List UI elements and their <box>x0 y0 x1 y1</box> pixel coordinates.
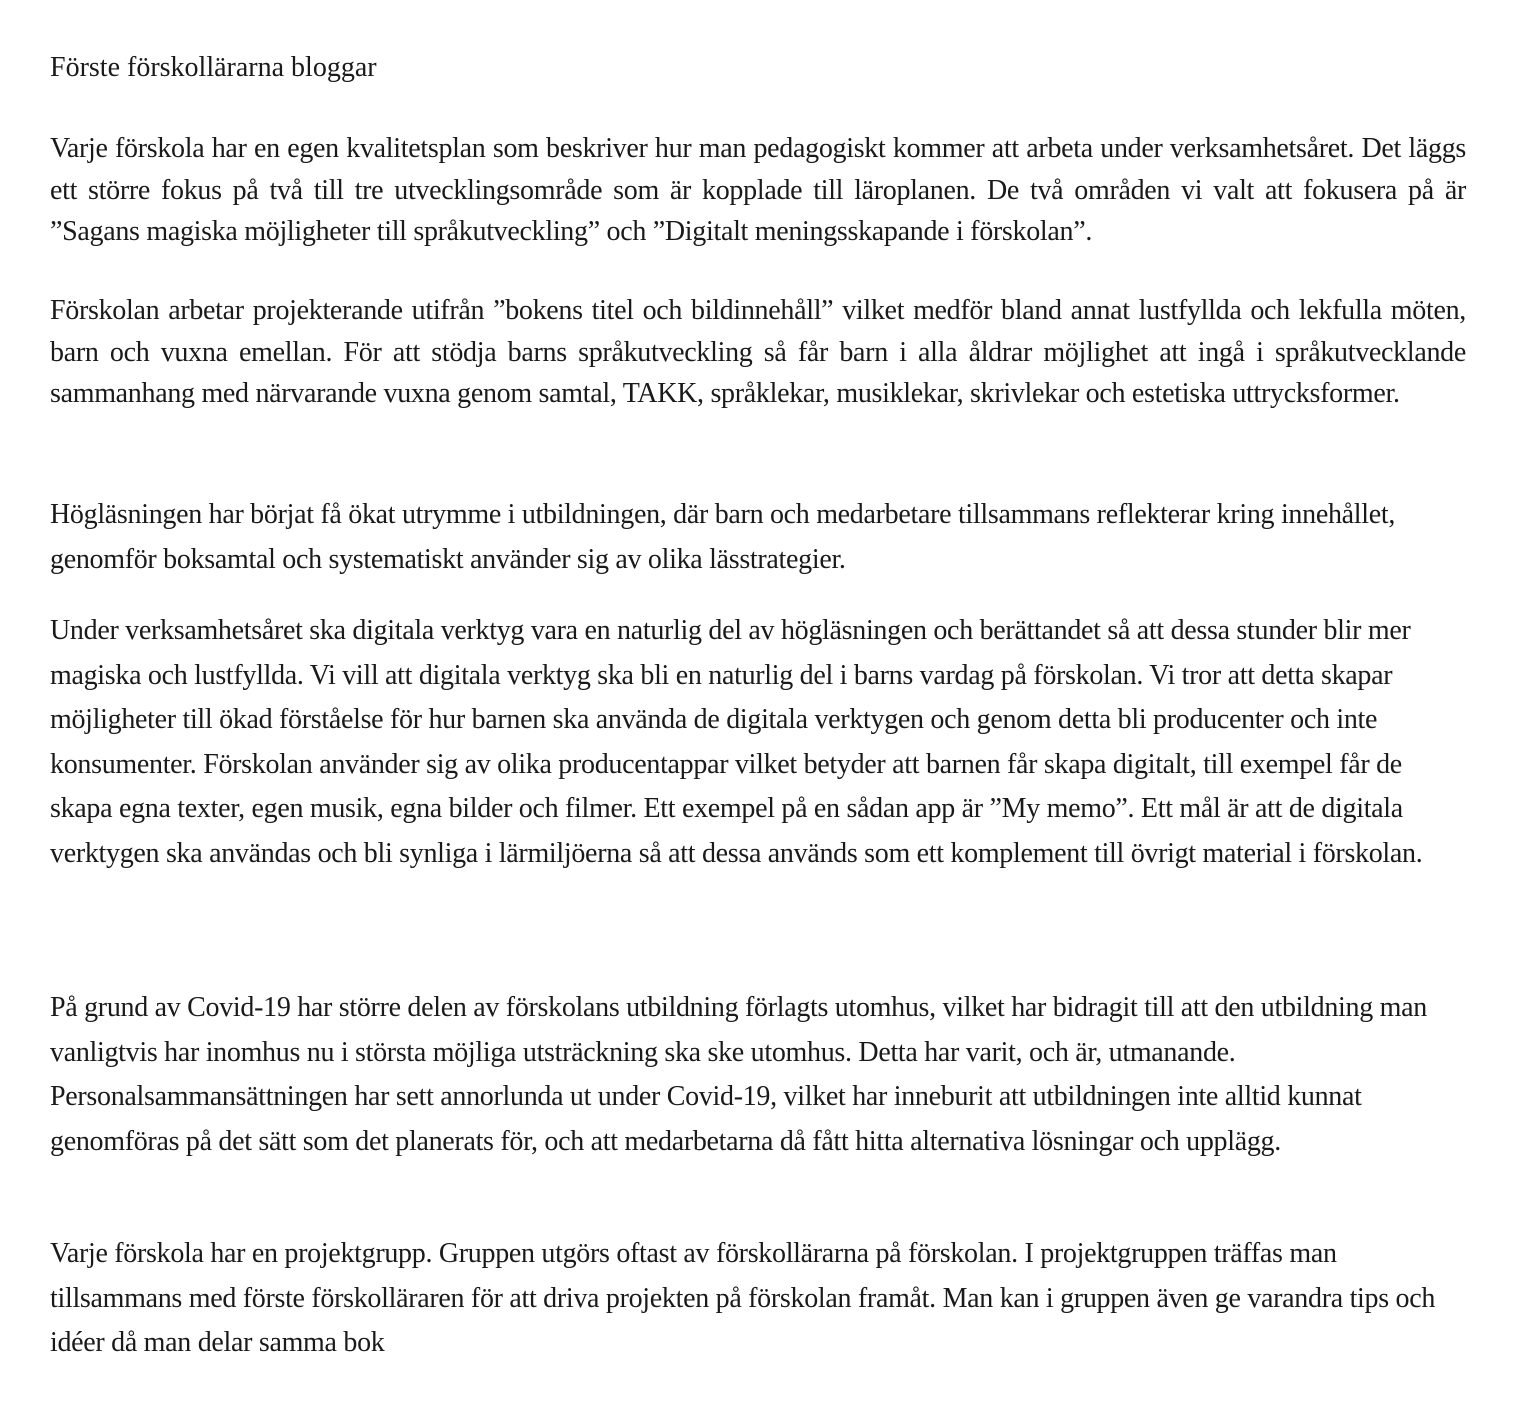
paragraph-project-group: Varje förskola har en projektgrupp. Gruppen utgörs oftast av förskollärarna på förskolan. I projektgruppen träffas man tillsammans med förste förskolläraren för att driva projekten på förskolan framåt. Man kan i gruppen även ge varandra tips och idéer då man delar samma bok <box>50 1238 1436 1358</box>
paragraph-digital-tools: Under verksamhetsåret ska digitala verktyg vara en naturlig del av högläsningen och berättandet så att dessa stunder blir mer magiska och lustfyllda. Vi vill att digitala verktyg ska bli en naturlig del i barns vardag på förskolan. Vi tror att detta skapar möjligheter till ökad förståelse för hur barnen ska använda de digitala verktygen och genom detta bli producenter och inte konsumenter. Förskolan använder sig av olika producentappar vilket betyder att barnen får skapa digitalt, till exempel får de skapa egna texter, egen musik, egna bilder och filmer. Ett exempel på en sådan app är ”My memo”. Ett mål är att de digitala verktygen ska användas och bli synliga i lärmiljöerna så att dessa används som ett komplement till övrigt material i förskolan. <box>50 615 1423 869</box>
paragraph-reading-aloud: Högläsningen har börjat få ökat utrymme i utbildningen, där barn och medarbetare tillsammans reflekterar kring innehållet, genomför boksamtal och systematiskt använder sig av olika lässtrategier. <box>50 499 1396 575</box>
document-page <box>50 0 1466 1413</box>
paragraph-covid: På grund av Covid-19 har större delen av förskolans utbildning förlagts utomhus, vilket har bidragit till att den utbildning man vanligtvis har inomhus nu i största möjliga utsträckning ska ske utomhus. Detta har varit, och är, utmanande. Personalsammansättningen har sett annorlunda ut under Covid-19, vilket har inneburit att utbildningen inte alltid kunnat genomföras på det sätt som det planerats för, och att medarbetarna då fått hitta alternativa lösningar och upplägg. <box>50 992 1427 1157</box>
paragraph-quality-plan: Varje förskola har en egen kvalitetsplan som beskriver hur man pedagogiskt kommer att arbeta under verksamhetsåret. Det läggs ett större fokus på två till tre utvecklingsområde som är kopplade till läroplanen. De två områden vi valt att fokusera på är ”Sagans magiska möjligheter till språkutveckling” och ”Digitalt meningsskapande i förskolan”. <box>50 133 1466 247</box>
document-title: Förste förskollärarna bloggar <box>50 52 377 83</box>
paragraph-project-work: Förskolan arbetar projekterande utifrån ”bokens titel och bildinnehåll” vilket medför bland annat lustfyllda och lekfulla möten, barn och vuxna emellan. För att stödja barns språkutveckling så får barn i alla åldrar möjlighet att ingå i språkutvecklande sammanhang med närvarande vuxna genom samtal, TAKK, språklekar, musiklekar, skrivlekar och estetiska uttrycksformer. <box>50 295 1466 409</box>
